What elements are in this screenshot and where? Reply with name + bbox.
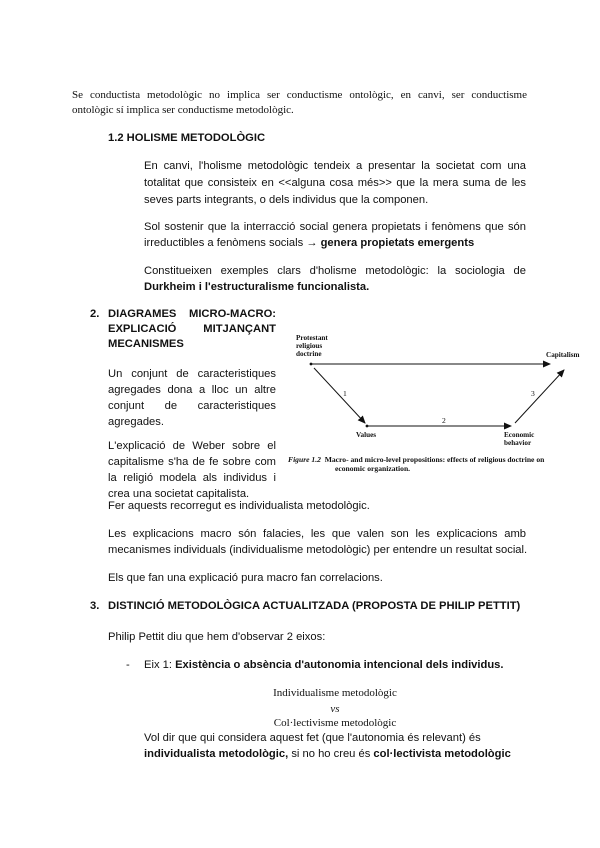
s12-p3-line1: Constitueixen exemples clars d'holisme metodològic: la sociologia de <box>144 265 526 277</box>
edge-label-3: 3 <box>531 389 535 398</box>
figure-caption-line2 <box>335 464 410 473</box>
s12-p1-line3: seves parts integrants, o dels individus que la componen. <box>144 194 429 206</box>
section-2-title-line1: DIAGRAMES MICRO-MACRO: <box>108 308 276 320</box>
s12-p2-line2 <box>144 235 526 251</box>
section-2-number: 2. <box>90 308 100 320</box>
s2-p1-line4: agregades. <box>108 416 164 428</box>
s3-final-line1: Vol dir que qui considera aquest fet (que l'autonomia és relevant) és <box>144 732 481 744</box>
center-vs: vs <box>330 703 340 715</box>
s3-final-line2 <box>144 746 544 762</box>
s3-final-middle: si no ho creu és <box>288 748 374 760</box>
node-economic-line1: Economic <box>504 431 535 439</box>
figure-caption-label: Figure 1.2 <box>288 455 321 464</box>
s2-p1-line3: conjunt de caracteristiques <box>108 400 276 412</box>
s2-p2-line4: crea una societat capitalista. <box>108 488 250 500</box>
figure-1-2 <box>288 330 582 490</box>
section-3-number: 3. <box>90 600 100 612</box>
s3-bullet-label: Eix 1: <box>144 659 176 671</box>
s12-p2-line1: Sol sostenir que la interracció social genera propietats i fenòmens que són <box>144 221 526 233</box>
s2-p2-line2: capitalisme s'ha de fe sobre com <box>108 456 276 468</box>
node-values: Values <box>356 431 377 439</box>
edge-label-1: 1 <box>343 389 347 398</box>
micro-macro-diagram <box>288 330 582 490</box>
arrow-3 <box>515 370 564 423</box>
node-economic-line2: behavior <box>504 439 532 447</box>
arrow-1 <box>314 368 365 423</box>
node-protestant-line3: doctrine <box>296 350 322 358</box>
section-2-title-line3: MECANISMES <box>108 338 184 350</box>
s2-p2-line5: Fer aquests recorregut es individualista metodològic. <box>108 500 370 512</box>
node-protestant-line2: religious <box>296 342 323 350</box>
protestant-node-dot <box>310 363 313 366</box>
node-protestant-line1: Protestant <box>296 334 328 342</box>
s3-p1: Philip Pettit diu que hem d'observar 2 eixos: <box>108 631 326 643</box>
intro-line-2: ontològic sí implica ser conductisme metodològic. <box>72 104 294 116</box>
s3-final-individualista: individualista metodològic, <box>144 748 289 760</box>
figure-caption-line1 <box>288 455 582 464</box>
s2-p3-line2: mecanismes individuals (individualisme metodològic) per entendre un resultat social. <box>108 544 528 556</box>
s12-p1-line1: En canvi, l'holisme metodològic tendeix a presentar la societat com una <box>144 160 526 172</box>
figure-caption-text-2: economic organization. <box>335 464 411 473</box>
node-capitalism: Capitalism <box>546 351 580 359</box>
s3-bullet-marker: - <box>126 659 130 671</box>
s2-p1-line1: Un conjunt de caracteristiques <box>108 368 276 380</box>
values-node-dot <box>366 425 369 428</box>
s12-p2-line2-text: irreductibles a fenòmens socials → <box>144 237 321 249</box>
s2-p1-line2: agregades dona a lloc un altre <box>108 384 276 396</box>
s12-p3-line2 <box>144 279 526 295</box>
center-collectivisme: Col·lectivisme metodològic <box>273 717 397 729</box>
s3-final-collectivista: col·lectivista metodològic <box>373 748 511 760</box>
s3-bullet-bold: Existència o absència d'autonomia intencional dels individus. <box>175 659 504 671</box>
edge-label-2: 2 <box>442 416 446 425</box>
center-individualisme: Individualisme metodològic <box>273 687 397 699</box>
s2-p2-line1: L'explicació de Weber sobre el <box>108 440 276 452</box>
section-1-2-title: 1.2 HOLISME METODOLÒGIC <box>108 132 266 144</box>
s2-p2-line3: la religió modela als individus i <box>108 472 276 484</box>
durkheim-text: Durkheim i l'estructuralisme funcionalista. <box>144 281 370 293</box>
s2-p4: Els que fan una explicació pura macro fan correlacions. <box>108 572 383 584</box>
section-3-title: DISTINCIÓ METODOLÒGICA ACTUALITZADA (PROPOSTA DE PHILIP PETTIT) <box>108 600 521 612</box>
s12-p1-line2: totalitat que consisteix en <<alguna cosa més>> que la mera suma de les <box>144 177 526 189</box>
s2-p3-line1: Les explicacions macro són falacies, les que valen son les explicacions amb <box>108 528 526 540</box>
section-2-title-line2: EXPLICACIÓ MITJANÇANT <box>108 323 276 335</box>
figure-caption-text-1: Macro- and micro-level propositions: effects of religious doctrine on <box>324 455 545 464</box>
intro-line-1: Se conductista metodològic no implica ser conductisme ontològic, en canvi, ser conductisme <box>72 89 527 101</box>
s3-bullet <box>144 657 544 673</box>
emergent-properties-text: genera propietats emergents <box>320 237 475 249</box>
